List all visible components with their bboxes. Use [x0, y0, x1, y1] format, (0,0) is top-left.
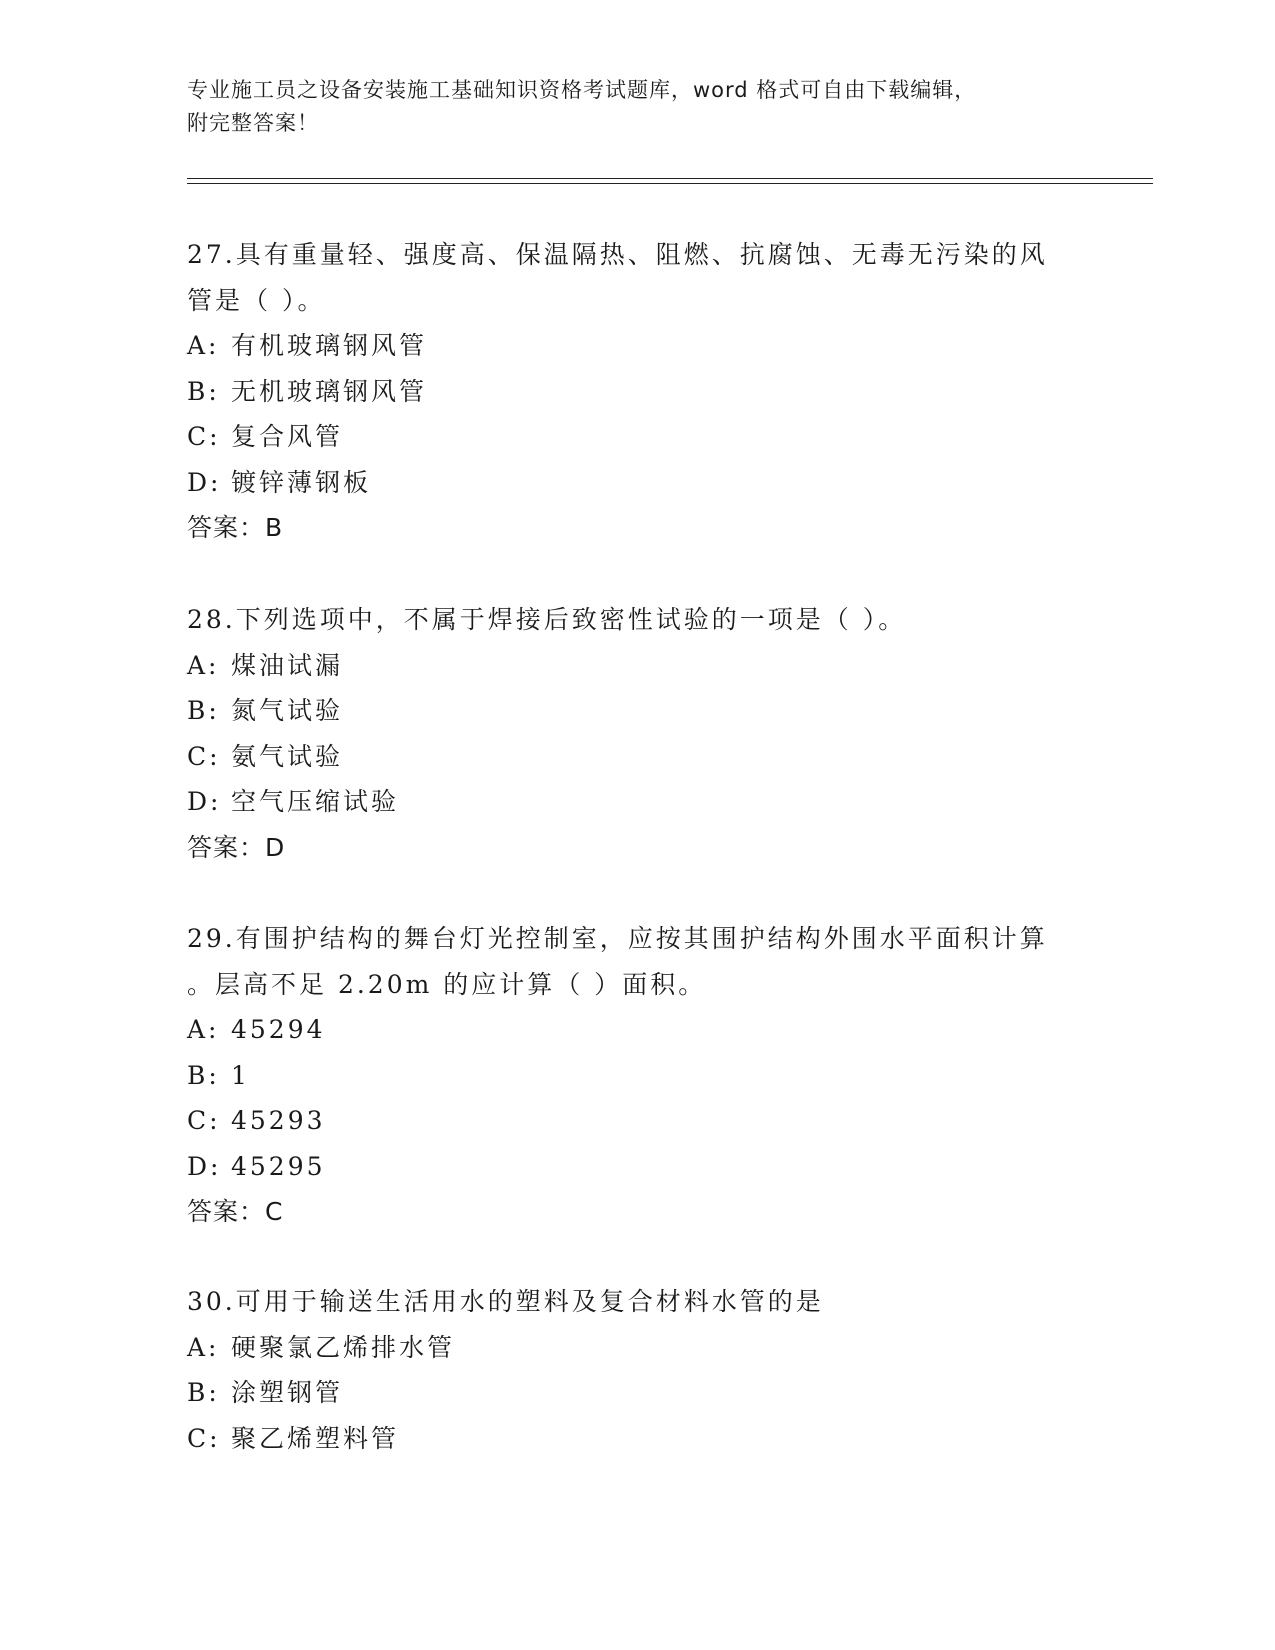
option-c — [187, 414, 1087, 460]
answer-line: 答案：D — [187, 832, 286, 862]
header-line-1: 专业施工员之设备安装施工基础知识资格考试题库，word 格式可自由下载编辑， — [187, 78, 977, 102]
option-key: B: — [187, 1378, 220, 1407]
answer-line: 答案：C — [187, 1197, 284, 1226]
option-a — [187, 643, 1087, 689]
option-key: B: — [187, 696, 220, 725]
option-text: 有机玻璃钢风管 — [231, 331, 428, 360]
question-stem-line: 。层高不足 2.20m 的应计算（ ）面积。 — [187, 969, 707, 999]
answer-line: 答案：B — [187, 513, 284, 542]
option-key: D: — [187, 467, 222, 497]
question-stem-line: 管是（ ）。 — [187, 285, 326, 315]
option-a — [187, 1325, 1087, 1371]
option-text: 氮气试验 — [231, 696, 344, 725]
option-text: 硬聚氯乙烯排水管 — [231, 1332, 456, 1362]
question-stem-line: 27.具有重量轻、强度高、保温隔热、阻燃、抗腐蚀、无毒无污染的风 — [187, 240, 1048, 269]
question-stem-line: 28.下列选项中，不属于焊接后致密性试验的一项是（ ）。 — [187, 605, 907, 634]
option-text: 镀锌薄钢板 — [231, 467, 372, 497]
option-c — [187, 734, 1087, 780]
option-key: B: — [187, 1060, 220, 1090]
header-rule-top — [187, 178, 1153, 179]
option-d — [187, 779, 1087, 825]
option-key: C: — [187, 1106, 221, 1135]
option-c — [187, 1098, 1087, 1144]
option-a — [187, 323, 1087, 369]
option-text: 氨气试验 — [231, 741, 344, 771]
header-rule-bottom — [187, 183, 1153, 184]
question-30 — [187, 1279, 1087, 1461]
option-text: 1 — [231, 1060, 250, 1090]
header-line-2: 附完整答案！ — [187, 111, 319, 135]
question-stem-line: 30.可用于输送生活用水的塑料及复合材料水管的是 — [187, 1287, 824, 1316]
option-key: A: — [187, 1332, 220, 1362]
option-text: 45294 — [231, 1015, 326, 1044]
option-b — [187, 369, 1087, 415]
option-d — [187, 460, 1087, 506]
option-key: A: — [187, 1015, 220, 1044]
document-header — [187, 74, 1087, 140]
option-text: 涂塑钢管 — [231, 1378, 344, 1407]
option-key: C: — [187, 422, 221, 451]
option-d — [187, 1144, 1087, 1190]
option-b — [187, 1370, 1087, 1416]
question-stem-line: 29.有围护结构的舞台灯光控制室，应按其围护结构外围水平面积计算 — [187, 924, 1048, 953]
question-27 — [187, 232, 1087, 551]
option-key: D: — [187, 787, 222, 816]
option-c — [187, 1416, 1087, 1462]
option-key: C: — [187, 1423, 221, 1453]
option-text: 聚乙烯塑料管 — [231, 1423, 400, 1453]
question-29 — [187, 916, 1087, 1235]
option-key: C: — [187, 741, 221, 771]
option-key: A: — [187, 331, 220, 360]
option-b — [187, 688, 1087, 734]
option-key: D: — [187, 1151, 222, 1181]
option-text: 空气压缩试验 — [231, 787, 400, 816]
option-text: 煤油试漏 — [231, 650, 344, 680]
question-28 — [187, 597, 1087, 871]
option-a — [187, 1007, 1087, 1053]
option-key: A: — [187, 650, 220, 680]
option-text: 45295 — [231, 1151, 326, 1181]
option-key: B: — [187, 376, 220, 406]
option-text: 复合风管 — [231, 422, 344, 451]
option-text: 无机玻璃钢风管 — [231, 376, 428, 406]
option-text: 45293 — [231, 1106, 326, 1135]
option-b — [187, 1053, 1087, 1099]
